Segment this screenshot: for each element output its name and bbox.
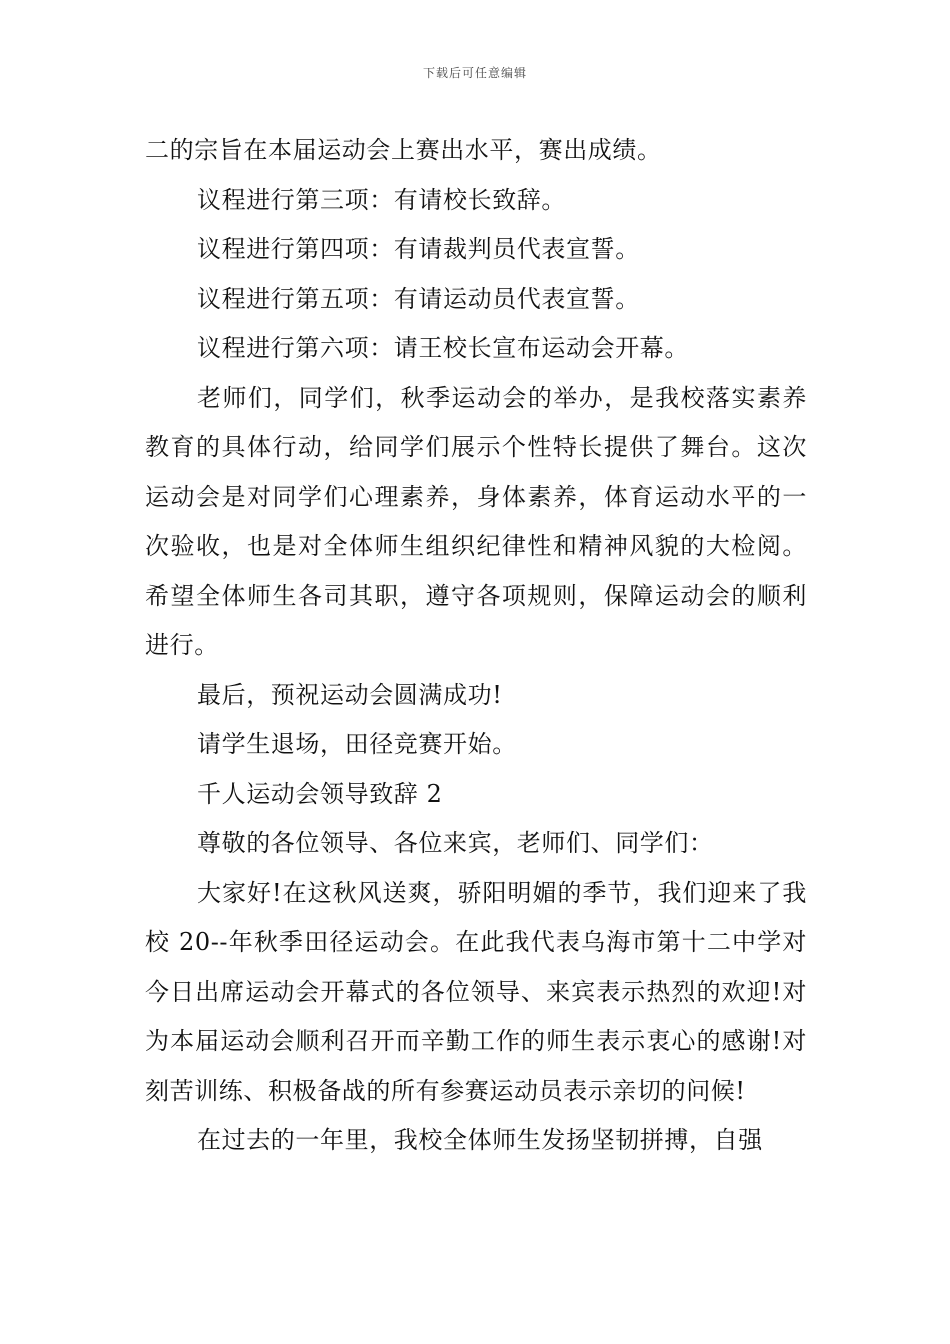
paragraph: 议程进行第六项：请王校长宣布运动会开幕。: [197, 334, 689, 362]
paragraph: 大家好!在这秋风送爽，骄阳明媚的季节，我们迎来了我校 20--年秋季田径运动会。在此我代表乌海市第十二中学对今日出席运动会开幕式的各位领导、来宾表示热烈的欢迎!对为本届运动会顺利召开而辛勤工作的师生表示衷心的感谢!对刻苦训练、积极备战的所有参赛运动员表示亲切的问候!: [145, 878, 807, 1105]
paragraph: 请学生退场，田径竞赛开始。: [197, 730, 517, 758]
page-header: 下载后可任意编辑: [422, 66, 527, 80]
paragraph: 老师们，同学们，秋季运动会的举办，是我校落实素养教育的具体行动，给同学们展示个性特长提供了舞台。这次运动会是对同学们心理素养，身体素养，体育运动水平的一次验收，也是对全体师生组织纪律性和精神风貌的大检阅。希望全体师生各司其职，遵守各项规则，保障运动会的顺利进行。: [145, 383, 807, 659]
paragraph: 议程进行第五项：有请运动员代表宣誓。: [197, 284, 640, 313]
paragraph: 在过去的一年里，我校全体师生发扬坚韧拼搏，自强: [197, 1126, 763, 1154]
paragraph: 议程进行第三项：有请校长致辞。: [197, 185, 566, 214]
paragraph: 二的宗旨在本届运动会上赛出水平，赛出成绩。: [145, 136, 662, 164]
document-body: [145, 126, 807, 1166]
section-heading: 千人运动会领导致辞 2: [197, 779, 443, 808]
salutation: 尊敬的各位领导、各位来宾，老师们、同学们：: [197, 829, 714, 857]
paragraph: 议程进行第四项：有请裁判员代表宣誓。: [197, 235, 640, 263]
paragraph: 最后，预祝运动会圆满成功!: [197, 680, 503, 709]
